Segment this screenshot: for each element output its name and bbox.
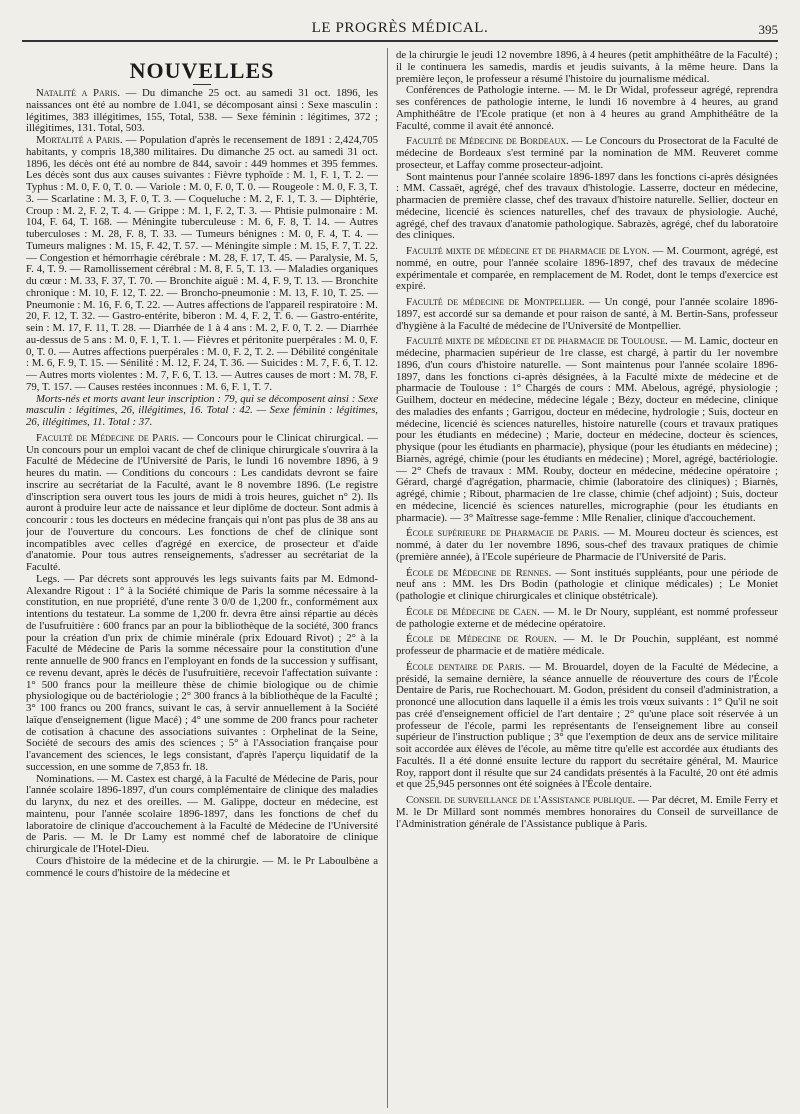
paragraph-lead: Mortalité a Paris. xyxy=(36,134,123,146)
news-paragraph xyxy=(396,297,778,332)
paragraph-lead: École de Médecine de Rennes. xyxy=(406,566,552,579)
header-rule xyxy=(22,40,778,42)
news-paragraph xyxy=(396,246,778,293)
paragraph-text: — Le Concours du Prosectorat de la Faculté de médecine de Bordeaux s'est terminé par la nomination de MM. Reuveret comme prosecteur, et Laffay comme prosecteur-adjoint. xyxy=(396,135,778,171)
paragraph-text: Cours d'histoire de la médecine et de la chirurgie. — M. le Pr Laboulbène a commencé le cours d'histoire de la médecine et xyxy=(26,854,378,879)
paragraph-text: — M. Lamic, docteur en médecine, pharmacien supérieur de 1re classe, est chargé, à partir du 1er novembre 1896, d'un cours d'histoire naturelle. — Sont maintenus pour l'année scolaire 1896-1897, dans les fonctions ci-après désignées, à la Faculté mixte de médecine et de pharmacie de Toulouse : 1° Chargés de cours : MM. Abelous, agrégé, physiologie ; Guilhem, docteur en médecine, médecine légale ; Bézy, docteur en médecine, clinique des maladies des enfants ; Garrigou, docteur en médecine, hydrologie ; Suis, docteur en médecine, licencié ès sciences naturelles, histoire naturelle (cours et travaux pratiques pour les étudiants en médecine) ; Marie, docteur en médecine, docteur ès sciences, physique (pour les étudiants en pharmacie), physique (pour les étudiants en médecine) ; Biarnès, agrégé, chimie (pour les étudiants en médecine) ; Morel, agrégé, bactériologie. — 2° Chefs de travaux : MM. Rouby, docteur en médecine, médecine opératoire ; Gérard, chargé d'agrégation, pharmacie, chimie (laboratoire des cliniques) ; Biarnès, agrégé, chimie ; Ribout, pharmacien de 1re classe, chimie (chef adjoint) ; Suis, docteur en médecine, licencié ès sciences naturelles, micrographie (pour les étudiants en pharmacie). — 3° Maîtresse sage-femme : Mlle Renalier, clinique d'accouchement. xyxy=(396,335,778,524)
paragraph-text: — M. le Dr Pouchin, suppléant, est nommé professeur de pharmacie et de matière médicale. xyxy=(396,633,778,657)
paragraph-lead: Faculté mixte de médecine et de pharmacie de Toulouse. xyxy=(406,335,668,348)
paragraph-text: Nominations. — M. Castex est chargé, à la Faculté de Médecine de Paris, pour l'année scolaire 1896-1897, d'un cours complémentaire de clinique des maladies du larynx, du nez et des oreilles. — M. Galippe, docteur en médecine, est maintenu, pour l'année scolaire 1896-1897, dans les fonctions de chef du laboratoire de clinique d'accouchement à la Faculté de Médecine de l'Université de Paris. — M. le Dr Lamy est nommé chef de laboratoire de clinique chirurgicale de l'Hotel-Dieu. xyxy=(26,772,378,855)
news-paragraph xyxy=(396,136,778,171)
news-paragraph xyxy=(26,135,378,394)
paragraph-text: — Sont institués suppléants, pour une période de neuf ans : MM. les Drs Bodin (pathologie et clinique médicales) ; Le Moniet (pathologie et clinique chirurgicales et clinique obstétricale). xyxy=(396,566,778,602)
paragraph-lead: Natalité a Paris. xyxy=(36,87,120,99)
paragraph-lead: Faculté de Médecine de Paris. xyxy=(36,431,180,444)
section-title: NOUVELLES xyxy=(129,58,275,83)
paragraph-lead: École de Médecine de Caen. xyxy=(406,605,540,618)
paragraph-text: — M. Courmont, agrégé, est nommé, en outre, pour l'année scolaire 1896-1897, chef des travaux de médecine expérimentale et comparée, en remplacement de M. Rodet, dont le temps d'exercice est expiré. xyxy=(396,245,778,293)
news-paragraph xyxy=(396,528,778,563)
paragraph-text: Morts-nés et morts avant leur inscription : 79, qui se décomposent ainsi : Sexe masculin : légitimes, 26, illégitimes, 16. Total : 42. — Sexe féminin : légitimes, 26, illégitimes, 11. Total : 37. xyxy=(26,392,378,428)
news-paragraph xyxy=(26,88,378,135)
paragraph-text: — Population d'après le recensement de 1891 : 2,424,705 habitants, y compris 18,380 militaires. Du dimanche 25 oct. au samedi 31 oct. 1896, les décès ont été au nombre de 844, savoir : 449 hommes et 395 femmes. Les décès sont dus aux causes suivantes : Fièvre typhoïde : M. 1, F. 1, T. 2. — Typhus : M. 0, F. 0, T. 0. — Variole : M. 0, F. 0, T. 0. — Rougeole : M. 0, F. 3, T. 3. — Scarlatine : M. 3, F. 0, T. 3. — Coqueluche : M. 2, F. 1, T. 3. — Diphtérie, Croup : M. 2, F. 2, T. 4. — Grippe : M. 1, F. 2, T. 3. — Phtisie pulmonaire : M. 104, F. 64, T. 168. — Méningite tuberculeuse : M. 6, F. 8, T. 14. — Autres tuberculoses : M. 28, F. 8, T. 33. — Tumeurs bénignes : M. 0, F. 4, T. 4. — Tumeurs malignes : M. 15, F. 42, T. 57. — Méningite simple : M. 15, F. 7, T. 22. — Congestion et hémorrhagie cérébrale : M. 28, F. 17, T. 45. — Paralysie, M. 5, F. 4, T. 9. — Ramollissement cérébral : M. 8, F. 5, T. 13. — Maladies organiques du cœur : M. 33, F. 37, T. 70. — Bronchite aiguë : M. 4, F. 9, T. 13. — Bronchite chronique : M. 10, F. 12, T. 22. — Broncho-pneumonie : M. 13, F. 10, T. 25. — Pneumonie : M. 16, F. 6, T. 22. — Autres affections de l'appareil respiratoire : M. 20, F. 12, T. 32. — Gastro-entérite, biberon : M. 4, F. 2, T. 6. — Gastro-entérite, sein : M. 17, F. 11, T. 28. — Diarrhée de 1 à 4 ans : M. 2, F. 0, T. 2. — Diarrhée au-dessus de 5 ans : M. 0, F. 1, T. 1. — Fièvres et péritonite puerpérales : M. 0, F. 0, T. 0. — Autres affections puerpérales : M. 0, F. 2, T. 2. — Débilité congénitale : M. 6, F. 9, T. 15. — Sénilité : M. 12, F. 24, T. 36. — Suicides : M. 7, F. 6, T. 12. — Autres morts violentes : M. 7, F. 6, T. 13. — Autres causes de mort : M. 78, F. 79, T. 157. — Causes restées inconnues : M. 6, F. 1, T. 7. xyxy=(26,134,378,393)
paragraph-text: — M. le Dr Noury, suppléant, est nommé professeur de pathologie externe et de médecine opératoire. xyxy=(396,605,778,630)
news-paragraph xyxy=(26,394,378,429)
paragraph-lead: Faculté de médecine de Montpellier. xyxy=(406,296,585,308)
news-paragraph xyxy=(396,50,778,85)
paragraph-lead: École supérieure de Pharmacie de Paris. xyxy=(406,527,600,540)
news-paragraph xyxy=(396,662,778,791)
paragraph-text: — M. Brouardel, doyen de la Faculté de Médecine, a présidé, la semaine dernière, la séance annuelle de réouverture des cours de l'École Dentaire de Paris, rue Rochechouart. M. Godon, président du conseil d'administration, a prononcé une allocution dans laquelle il a émis les trois vœux suivants : 1° Qu'il ne soit pas créé d'enseignement officiel de l'art dentaire ; 2° qu'une place soit réservée à un professeur de l'école, parmi les représentants de l'enseignement libre au conseil supérieur de l'instruction publique ; 3° que l'exemption de deux ans de service militaire soit accordée aux élèves de l'école, au même titre qu'elle est accordée aux étudiants des Facultés. Il a été donné ensuite lecture du rapport du secrétaire général, M. Maurice Roy, rapport dont il résulte que sur 24 candidats présentés à la Faculté, 20 ont été admis et que 25,945 personnes ont été soignées à l'École dentaire. xyxy=(396,660,778,791)
news-paragraph xyxy=(396,336,778,524)
paragraph-text: de la chirurgie le jeudi 12 novembre 1896, à 4 heures (petit amphithéâtre de la Faculté) ; il le continuera les samedis, mardis et jeudis suivants, à la même heure. Dans la première leçon, le professeur a résumé l'histoire du journalisme médical. xyxy=(396,50,778,85)
paragraph-text: Sont maintenus pour l'année scolaire 1896-1897 dans les fonctions ci-après désignées : MM. Cassaët, agrégé, chef des travaux d'histologie. Lasserre, docteur en médecine, pharmacien de première classe, chef des travaux d'histoire naturelle. Sellier, docteur en médecine, licencié ès sciences naturelles, chef des travaux de physiologie. Auché, agrégé, chef des travaux d'anatomie pathologique. Sabrazès, agrégé, chef du laboratoire des cliniques. xyxy=(396,170,778,242)
page-number: 395 xyxy=(758,22,778,37)
news-paragraph xyxy=(396,607,778,631)
right-column xyxy=(396,50,778,1108)
news-paragraph xyxy=(26,774,378,856)
paragraph-text: — Par décret, M. Emile Ferry et M. le Dr Millard sont nommés membres honoraires du Conseil de surveillance de l'Administration générale de l'Assistance publique à Paris. xyxy=(396,794,778,830)
column-divider xyxy=(387,48,388,1108)
paragraph-text: — Concours pour le Clinicat chirurgical. — Un concours pour un emploi vacant de chef de clinique chirurgicale s'ouvrira à la Faculté de Médecine de l'Université de Paris, le lundi 16 novembre 1896, à 9 heures du matin. — Conditions du concours : Les candidats devront se faire inscrire au secrétariat de la Faculté, avant le 8 novembre 1896. (Le registre d'inscription sera ouvert tous les jours de midi à trois heures, guichet n° 2). Ils auront à produire leur acte de naissance et leur diplôme de docteur. Sont admis à concourir : tous les docteurs en médecine français qui n'ont pas plus de 38 ans au jour de l'ouverture du concours. Les fonctions de chef de clinique sont incompatibles avec celles d'agrégé en exercice, de prosecteur et d'aide d'anatomie. Pour tous autres renseignements, s'adresser au secrétariat de la Faculté. xyxy=(26,431,378,573)
news-paragraph xyxy=(396,568,778,603)
news-paragraph xyxy=(396,85,778,132)
paragraph-text: — Du dimanche 25 oct. au samedi 31 oct. 1896, les naissances ont été au nombre de 1.041, se décomposant ainsi : Sexe masculin : légitimes, 383 illégitimes, 155, Total, 538. — Sexe féminin : légitimes, 372 ; illégitimes, 131. Total, 503. xyxy=(26,87,378,135)
news-paragraph xyxy=(26,433,378,574)
news-paragraph xyxy=(26,856,378,880)
title-rule xyxy=(193,84,211,85)
paragraph-text: Conférences de Pathologie interne. — M. le Dr Widal, professeur agrégé, reprendra ses conférences de pathologie interne, le lundi 16 novembre à 4 heures, au grand Amphithéâtre de l'Ecole pratique (et non à 4 heures au grand Amphithéâtre de la Faculté, comme il avait été annoncé. xyxy=(396,84,778,132)
left-column xyxy=(26,56,378,1108)
news-paragraph xyxy=(396,172,778,243)
news-paragraph xyxy=(26,574,378,774)
paragraph-lead: Conseil de surveillance de l'Assistance publique. xyxy=(406,794,636,806)
paragraph-lead: Faculté de Médecine de Bordeaux. xyxy=(406,135,569,148)
news-paragraph xyxy=(396,634,778,658)
paragraph-lead: École dentaire de Paris. xyxy=(406,660,525,673)
paragraph-lead: École de Médecine de Rouen. xyxy=(406,633,557,646)
paragraph-text: Legs. — Par décrets sont approuvés les legs suivants faits par M. Edmond-Alexandre Rigout : 1° à la Société chimique de Paris la somme nécessaire à la constitution, en nue propriété, d'une rente 3 0/0 de 1,200 fr., conformément aux intentions du testateur. La somme de 1,200 fr. devra être ainsi répartie au décès de l'usufruitière : 600 francs par an pour la bibliothèque de la société, 300 francs pour la création d'un prix de chimie minérale (prix Edouard Rivot) ; 2° à la Faculté de Médecine de Paris la somme nécessaire pour la constitution d'une rente annuelle de 900 francs en l'employant en fonds de la succession y suffisant, ce revenu devant, après le décès de l'usufruitière, recevoir l'affectation suivante : 1° 500 francs pour la meilleure thèse de chimie biologique ou de chimie physiologique ou de bactériologie ; 2° 300 francs à la bibliothèque de la Faculté ; 3° 100 francs ou 200 francs, suivant le cas, à servir annuellement à la Société laïque d'enseignement (ligue Macé) ; 4° une somme de 200 francs pour racheter de cotisation à chacune des associations suivantes : Orphelinat de la Seine, Société de secours des amis des sciences ; 5° à l'Association française pour l'avancement des sciences, le legs consistant, d'après l'aperçu liquidatif de la succession, en une somme de 7,853 fr. 18. xyxy=(26,572,378,773)
running-title: LE PROGRÈS MÉDICAL. xyxy=(311,20,489,36)
paragraph-text: — Un congé, pour l'année scolaire 1896-1897, est accordé sur sa demande et pour raison de santé, à M. Bertin-Sans, professeur d'hygiène à la Faculté de médecine de l'Université de Montpellier. xyxy=(396,296,778,332)
paragraph-lead: Faculté mixte de médecine et de pharmacie de Lyon. xyxy=(406,245,650,257)
news-paragraph xyxy=(396,795,778,830)
paragraph-text: — M. Moureu docteur ès sciences, est nommé, à dater du 1er novembre 1896, sous-chef des travaux pratiques de chimie (première année), à l'Ecole supérieure de Pharmacie de l'Université de Paris. xyxy=(396,527,778,563)
